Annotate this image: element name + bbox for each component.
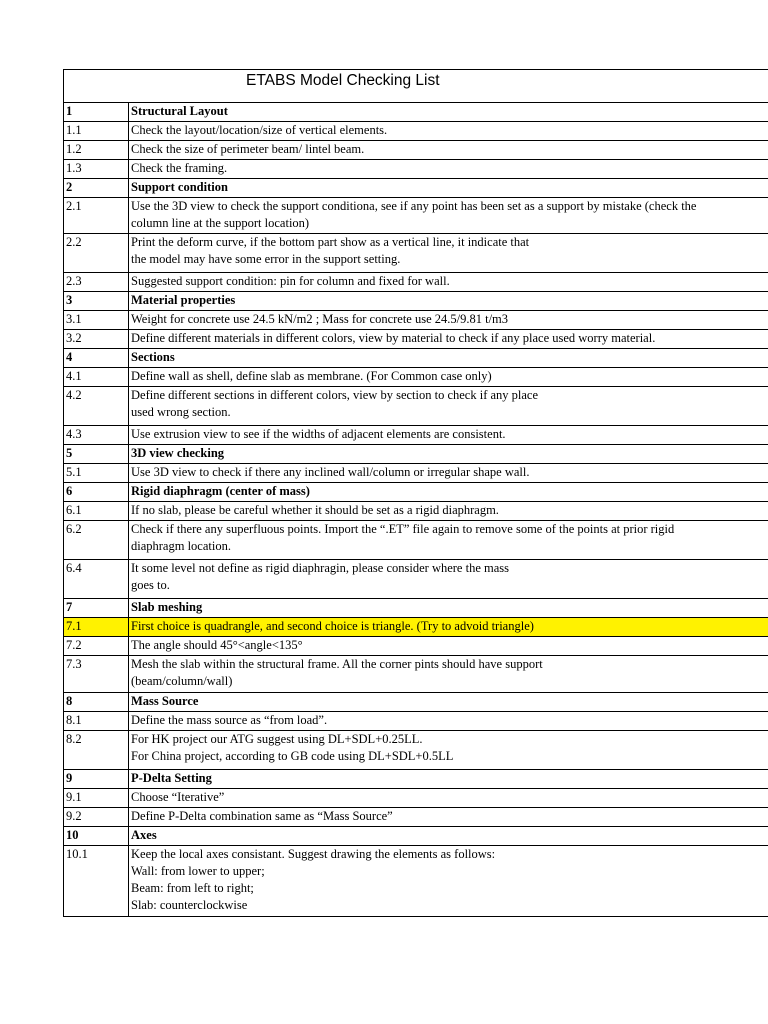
item-text-line: Define different sections in different colors, view by section to check if any place: [131, 388, 539, 402]
item-text-line: Suggested support condition: pin for column and fixed for wall.: [131, 274, 450, 288]
item-text-line: used wrong section.: [131, 405, 231, 419]
item-row: [64, 712, 768, 731]
item-text-line: It some level not define as rigid diaphragin, please consider where the mass: [131, 561, 510, 575]
item-text-line: Define P-Delta combination same as “Mass Source”: [131, 809, 393, 823]
item-text: [129, 560, 768, 599]
item-row: [64, 731, 768, 770]
item-number: 4.2: [64, 387, 129, 426]
section-title: [129, 292, 768, 311]
item-text: [129, 618, 768, 637]
item-row: [64, 789, 768, 808]
item-number: 7.2: [64, 637, 129, 656]
section-row: [64, 349, 768, 368]
section-title: [129, 103, 768, 122]
item-row: [64, 502, 768, 521]
item-number: 2: [64, 179, 129, 198]
item-number: 4.3: [64, 426, 129, 445]
item-text-line: Use the 3D view to check the support conditiona, see if any point has been set as a support by mistake (check the: [131, 199, 697, 213]
item-text: [129, 198, 768, 234]
item-text-line: Print the deform curve, if the bottom part show as a vertical line, it indicate that: [131, 235, 530, 249]
item-number: 6.2: [64, 521, 129, 560]
item-text-line: Keep the local axes consistant. Suggest drawing the elements as follows:: [131, 847, 496, 861]
item-text: [129, 789, 768, 808]
section-title: [129, 693, 768, 712]
item-row: [64, 521, 768, 560]
item-text-line: column line at the support location): [131, 216, 310, 230]
item-text: [129, 122, 768, 141]
item-row: [64, 330, 768, 349]
section-row: [64, 292, 768, 311]
item-text: [129, 502, 768, 521]
item-row: [64, 387, 768, 426]
section-row: [64, 103, 768, 122]
item-text-line: If no slab, please be careful whether it should be set as a rigid diaphragm.: [131, 503, 499, 517]
item-number: 1: [64, 103, 129, 122]
item-number: 7: [64, 599, 129, 618]
item-number: 3.1: [64, 311, 129, 330]
section-row: [64, 693, 768, 712]
item-text: [129, 846, 768, 917]
item-row: [64, 426, 768, 445]
item-row: [64, 846, 768, 917]
item-number: 1.2: [64, 141, 129, 160]
item-text-line: goes to.: [131, 578, 170, 592]
item-number: 5.1: [64, 464, 129, 483]
item-text-line: Check the size of perimeter beam/ lintel beam.: [131, 142, 365, 156]
item-text: [129, 234, 768, 273]
item-text-line: Beam: from left to right;: [131, 881, 254, 895]
item-text-line: For China project, according to GB code using DL+SDL+0.5LL: [131, 749, 454, 763]
section-row: [64, 827, 768, 846]
item-text: [129, 368, 768, 387]
item-row: [64, 122, 768, 141]
item-text-line: Axes: [131, 828, 157, 842]
item-number: 2.2: [64, 234, 129, 273]
item-text-line: First choice is quadrangle, and second choice is triangle. (Try to advoid triangle): [131, 619, 534, 633]
item-number: 7.3: [64, 656, 129, 693]
item-number: 8: [64, 693, 129, 712]
item-text-line: Use extrusion view to see if the widths of adjacent elements are consistent.: [131, 427, 506, 441]
item-text: [129, 731, 768, 770]
item-text: [129, 426, 768, 445]
item-row: [64, 808, 768, 827]
item-text-line: Structural Layout: [131, 104, 228, 118]
item-text-line: Define different materials in different colors, view by material to check if any place used worry material.: [131, 331, 656, 345]
item-text: [129, 160, 768, 179]
item-number: 4: [64, 349, 129, 368]
item-text-line: Choose “Iterative”: [131, 790, 225, 804]
item-number: 4.1: [64, 368, 129, 387]
checklist-body: [64, 103, 768, 917]
section-title: [129, 483, 768, 502]
item-text: [129, 387, 768, 426]
item-row: [64, 311, 768, 330]
section-row: [64, 483, 768, 502]
item-text-line: Check the layout/location/size of vertical elements.: [131, 123, 388, 137]
section-row: [64, 599, 768, 618]
item-text: [129, 273, 768, 292]
section-title: [129, 349, 768, 368]
item-number: 3: [64, 292, 129, 311]
checklist-sheet: [63, 69, 768, 917]
page-title: ETABS Model Checking List: [246, 72, 440, 89]
item-text-line: Define wall as shell, define slab as membrane. (For Common case only): [131, 369, 492, 383]
item-row: [64, 618, 768, 637]
section-row: [64, 179, 768, 198]
item-text: [129, 311, 768, 330]
item-text: [129, 330, 768, 349]
item-row: [64, 560, 768, 599]
item-text-line: Define the mass source as “from load”.: [131, 713, 328, 727]
item-number: 1.1: [64, 122, 129, 141]
item-text-line: Wall: from lower to upper;: [131, 864, 265, 878]
item-number: 9.2: [64, 808, 129, 827]
item-text-line: Use 3D view to check if there any inclined wall/column or irregular shape wall.: [131, 465, 530, 479]
item-text-line: For HK project our ATG suggest using DL+SDL+0.25LL.: [131, 732, 423, 746]
item-text-line: Slab meshing: [131, 600, 203, 614]
section-title: [129, 770, 768, 789]
item-number: 8.2: [64, 731, 129, 770]
item-number: 9: [64, 770, 129, 789]
item-number: 7.1: [64, 618, 129, 637]
item-text: [129, 141, 768, 160]
item-row: [64, 198, 768, 234]
item-text-line: (beam/column/wall): [131, 674, 233, 688]
item-number: 5: [64, 445, 129, 464]
item-text-line: Material properties: [131, 293, 236, 307]
item-number: 2.3: [64, 273, 129, 292]
item-text-line: The angle should 45°<angle<135°: [131, 638, 303, 652]
item-text: [129, 521, 768, 560]
item-row: [64, 273, 768, 292]
item-number: 1.3: [64, 160, 129, 179]
item-text-line: 3D view checking: [131, 446, 225, 460]
section-title: [129, 599, 768, 618]
section-title: [129, 445, 768, 464]
item-text: [129, 656, 768, 693]
item-number: 3.2: [64, 330, 129, 349]
checklist-table: [64, 103, 768, 917]
item-text-line: Check the framing.: [131, 161, 228, 175]
item-text-line: Support condition: [131, 180, 228, 194]
section-row: [64, 445, 768, 464]
item-text-line: diaphragm location.: [131, 539, 231, 553]
item-text-line: the model may have some error in the support setting.: [131, 252, 401, 266]
item-text: [129, 808, 768, 827]
item-text-line: Sections: [131, 350, 175, 364]
item-row: [64, 464, 768, 483]
item-text-line: Weight for concrete use 24.5 kN/m2 ; Mass for concrete use 24.5/9.81 t/m3: [131, 312, 509, 326]
item-text: [129, 637, 768, 656]
item-number: 6.4: [64, 560, 129, 599]
item-text-line: Mesh the slab within the structural frame. All the corner pints should have support: [131, 657, 543, 671]
item-row: [64, 656, 768, 693]
item-text-line: Slab: counterclockwise: [131, 898, 248, 912]
item-text-line: Check if there any superfluous points. Import the “.ET” file again to remove some of the points at prior rigid: [131, 522, 675, 536]
item-row: [64, 234, 768, 273]
item-number: 8.1: [64, 712, 129, 731]
section-title: [129, 179, 768, 198]
item-text: [129, 712, 768, 731]
item-text: [129, 464, 768, 483]
item-number: 10: [64, 827, 129, 846]
item-number: 10.1: [64, 846, 129, 917]
item-text-line: Mass Source: [131, 694, 199, 708]
item-text-line: Rigid diaphragm (center of mass): [131, 484, 310, 498]
section-row: [64, 770, 768, 789]
item-row: [64, 368, 768, 387]
item-row: [64, 141, 768, 160]
item-text-line: P-Delta Setting: [131, 771, 212, 785]
item-row: [64, 637, 768, 656]
section-title: [129, 827, 768, 846]
item-row: [64, 160, 768, 179]
item-number: 6: [64, 483, 129, 502]
title-row: [64, 70, 768, 103]
item-number: 2.1: [64, 198, 129, 234]
item-number: 9.1: [64, 789, 129, 808]
item-number: 6.1: [64, 502, 129, 521]
